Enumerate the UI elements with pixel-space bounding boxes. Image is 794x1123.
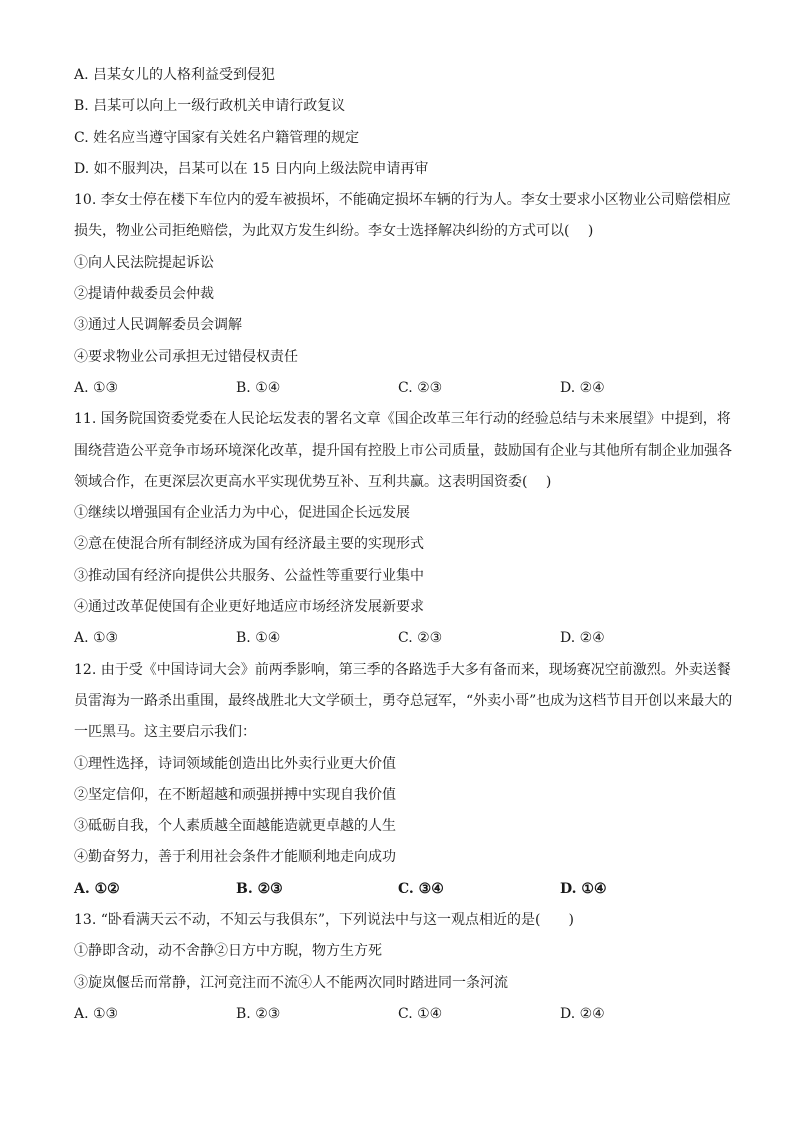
q12-item-4: ④勤奋努力，善于利用社会条件才能顺利地走向成功 — [74, 849, 396, 866]
q10-item-4: ④要求物业公司承担无过错侵权责任 — [74, 348, 298, 365]
q9-option-c: C. 姓名应当遵守国家有关姓名户籍管理的规定 — [74, 129, 360, 146]
q9-option-d: D. 如不服判决，吕某可以在 15 日内向上级法院申请再审 — [74, 160, 429, 177]
q12-option-a: A. ①② — [74, 880, 120, 897]
q13-option-d: D. ②④ — [560, 1005, 605, 1022]
q13-options — [74, 999, 734, 1030]
q12-item-1: ①理性选择，诗词领域能创造出比外卖行业更大价值 — [74, 755, 396, 772]
q10-item-3: ③通过人民调解委员会调解 — [74, 317, 242, 334]
q12-stem: 12. 由于受《中国诗词大会》前两季影响，第三季的各路选手大多有备而来，现场赛况空前激烈。外卖送餐员雷海为一路杀出重围，最终战胜北大文学硕士，勇夺总冠军，“外卖小哥”也成为这档节目开创以来最大的一匹黑马。这主要启示我们： — [74, 661, 733, 741]
q10-option-c: C. ②③ — [398, 379, 443, 396]
q11-item-2: ②意在使混合所有制经济成为国有经济最主要的实现形式 — [74, 536, 424, 553]
q12-item-3: ③砥砺自我，个人素质越全面越能造就更卓越的人生 — [74, 818, 396, 835]
q13-item-1: ①静即含动，动不舍静②日方中方睨，物方生方死 — [74, 943, 382, 960]
page-content — [74, 60, 734, 1030]
q12-options — [74, 874, 734, 905]
q12-item-2: ②坚定信仰，在不断超越和顽强拼搏中实现自我价值 — [74, 786, 396, 803]
q13-option-c: C. ①④ — [398, 1005, 443, 1022]
q13-stem: 13. “卧看满天云不动，不知云与我俱东”，下列说法中与这一观点相近的是( ) — [74, 912, 574, 929]
q11-item-3: ③推动国有经济向提供公共服务、公益性等重要行业集中 — [74, 567, 424, 584]
q10-option-d: D. ②④ — [560, 379, 605, 396]
q11-item-1: ①继续以增强国有企业活力为中心，促进国企长远发展 — [74, 505, 410, 522]
q11-stem: 11. 国务院国资委党委在人民论坛发表的署名文章《国企改革三年行动的经验总结与未来展望》中提到，将围绕营造公平竞争市场环境深化改革，提升国有控股上市公司质量，鼓励国有企业与其他所有制企业加强各领域合作，在更深层次更高水平实现优势互补、互利共赢。这表明国资委( ) — [74, 411, 732, 490]
q10-options — [74, 373, 734, 404]
q13-option-a: A. ①③ — [74, 1005, 119, 1022]
q11-option-a: A. ①③ — [74, 630, 119, 647]
q11-option-c: C. ②③ — [398, 630, 443, 647]
q10-item-2: ②提请仲裁委员会仲裁 — [74, 286, 214, 303]
q11-item-4: ④通过改革促使国有企业更好地适应市场经济发展新要求 — [74, 599, 424, 616]
q9-option-b: B. 吕某可以向上一级行政机关申请行政复议 — [74, 98, 346, 115]
q9-option-a: A. 吕某女儿的人格利益受到侵犯 — [74, 67, 276, 83]
q13-item-2: ③旋岚偃岳而常静，江河竞注而不流④人不能两次同时踏进同一条河流 — [74, 974, 508, 991]
q10-stem: 10. 李女士停在楼下车位内的爱车被损坏，不能确定损坏车辆的行为人。李女士要求小区物业公司赔偿相应损失，物业公司拒绝赔偿，为此双方发生纠纷。李女士选择解决纠纷的方式可以( ) — [74, 192, 731, 240]
q10-item-1: ①向人民法院提起诉讼 — [74, 254, 214, 271]
q10-option-a: A. ①③ — [74, 379, 119, 396]
q12-option-c: C. ③④ — [398, 880, 444, 897]
q11-option-d: D. ②④ — [560, 630, 605, 647]
q12-option-b: B. ②③ — [236, 880, 283, 897]
q11-options — [74, 623, 734, 654]
q11-option-b: B. ①④ — [236, 630, 281, 647]
q10-option-b: B. ①④ — [236, 379, 281, 396]
q13-option-b: B. ②③ — [236, 1005, 281, 1022]
q12-option-d: D. ①④ — [560, 880, 607, 897]
